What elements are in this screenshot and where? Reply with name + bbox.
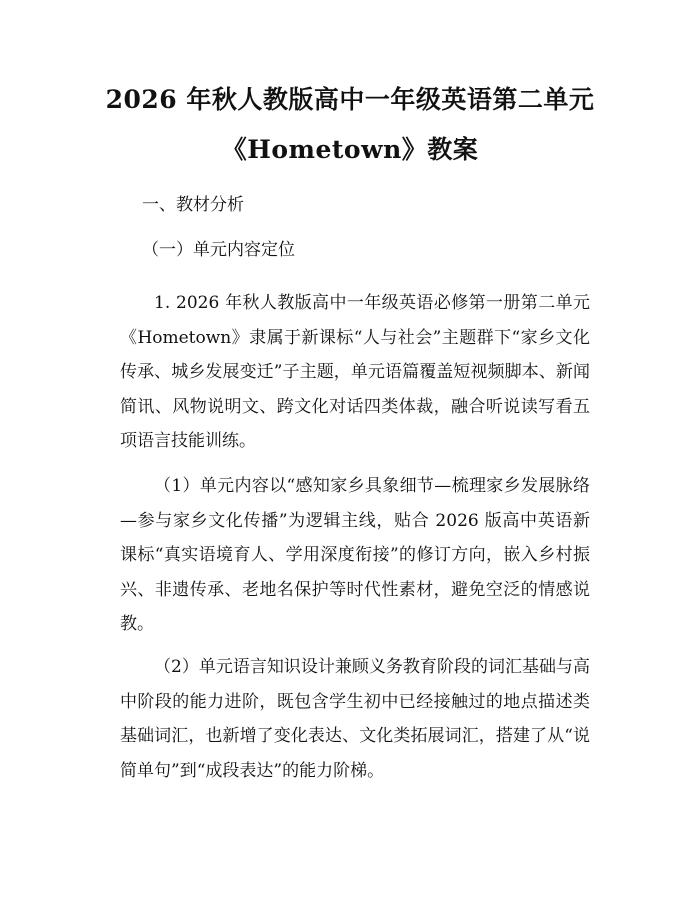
document-title-line-2: 《Hometown》教案	[221, 135, 479, 164]
document-title-line-1: 2026 年秋人教版高中一年级英语第二单元	[105, 85, 595, 114]
paragraph-2: （1）单元内容以“感知家乡具象细节—梳理家乡发展脉络—参与家乡文化传播”为逻辑主线，贴合 2026 版高中英语新课标“真实语境育人、学用深度衔接”的修订方向，嵌入乡村振兴、非遗传承、老地名保护等时代性素材，避免空泛的情感说教。	[120, 476, 590, 634]
paragraph-1: 1. 2026 年秋人教版高中一年级英语必修第一册第二单元《Hometown》隶属于新课标“人与社会”主题群下“家乡文化传承、城乡发展变迁”子主题，单元语篇覆盖短视频脚本、新闻简讯、风物说明文、跨文化对话四类体裁，融合听说读写看五项语言技能训练。	[120, 293, 590, 451]
paragraph-3: （2）单元语言知识设计兼顾义务教育阶段的词汇基础与高中阶段的能力进阶，既包含学生初中已经接触过的地点描述类基础词汇，也新增了变化表达、文化类拓展词汇，搭建了从“说简单句”到“成段表达”的能力阶梯。	[120, 657, 590, 781]
section-heading: 一、教材分析	[142, 195, 244, 215]
subsection-heading: （一）单元内容定位	[142, 240, 295, 260]
